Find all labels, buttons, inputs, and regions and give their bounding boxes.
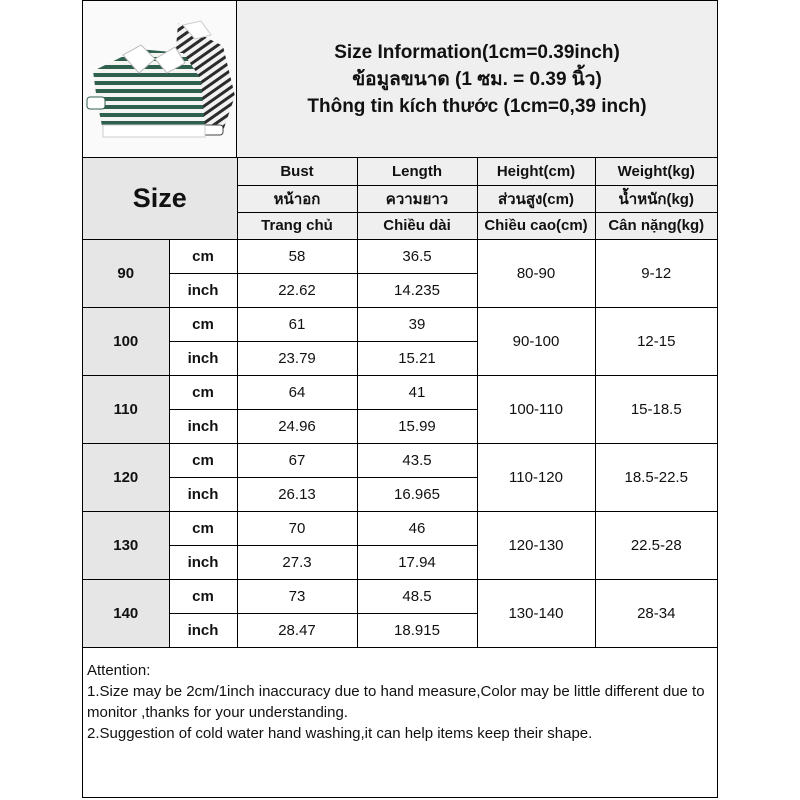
weight-range: 22.5-28	[595, 511, 717, 579]
weight-range: 15-18.5	[595, 375, 717, 443]
unit-inch: inch	[169, 409, 237, 443]
weight-range: 28-34	[595, 579, 717, 647]
size-value: 100	[83, 307, 169, 375]
title-english: Size Information(1cm=0.39inch)	[334, 41, 620, 63]
bust-inch: 26.13	[237, 477, 357, 511]
table-row	[83, 443, 717, 477]
column-header-height: Height(cm)	[477, 158, 595, 185]
length-cm: 48.5	[357, 579, 477, 613]
note-line-2: 2.Suggestion of cold water hand washing,it can help items keep their shape.	[87, 725, 593, 742]
height-range: 110-120	[477, 443, 595, 511]
unit-cm: cm	[169, 579, 237, 613]
length-cm: 39	[357, 307, 477, 341]
chart-header	[83, 1, 717, 158]
bust-inch: 22.62	[237, 273, 357, 307]
size-value: 130	[83, 511, 169, 579]
column-header-height-vi: Chiều cao(cm)	[477, 212, 595, 239]
length-inch: 15.21	[357, 341, 477, 375]
bust-cm: 67	[237, 443, 357, 477]
table-row	[83, 239, 717, 273]
bust-cm: 61	[237, 307, 357, 341]
weight-range: 12-15	[595, 307, 717, 375]
column-header-height-thai: ส่วนสูง(cm)	[477, 185, 595, 212]
weight-range: 18.5-22.5	[595, 443, 717, 511]
bust-cm: 64	[237, 375, 357, 409]
height-range: 120-130	[477, 511, 595, 579]
table-row	[83, 579, 717, 613]
bust-cm: 73	[237, 579, 357, 613]
size-chart	[82, 0, 718, 798]
length-cm: 36.5	[357, 239, 477, 273]
product-photo	[83, 1, 237, 157]
bust-inch: 28.47	[237, 613, 357, 647]
size-value: 140	[83, 579, 169, 647]
size-value: 110	[83, 375, 169, 443]
length-inch: 18.915	[357, 613, 477, 647]
length-cm: 43.5	[357, 443, 477, 477]
unit-cm: cm	[169, 511, 237, 545]
size-info-title	[237, 1, 717, 157]
unit-inch: inch	[169, 273, 237, 307]
unit-cm: cm	[169, 239, 237, 273]
bust-cm: 70	[237, 511, 357, 545]
bust-inch: 24.96	[237, 409, 357, 443]
notes-heading: Attention:	[87, 662, 151, 679]
length-inch: 14.235	[357, 273, 477, 307]
height-range: 130-140	[477, 579, 595, 647]
table-row	[83, 511, 717, 545]
unit-cm: cm	[169, 307, 237, 341]
weight-range: 9-12	[595, 239, 717, 307]
title-vietnamese: Thông tin kích thước (1cm=0,39 inch)	[307, 95, 647, 117]
length-cm: 41	[357, 375, 477, 409]
column-header-weight-vi: Cân nặng(kg)	[595, 212, 717, 239]
length-inch: 16.965	[357, 477, 477, 511]
length-cm: 46	[357, 511, 477, 545]
column-header-length-vi: Chiều dài	[357, 212, 477, 239]
column-header-bust-vi: Trang chủ	[237, 212, 357, 239]
column-header-length: Length	[357, 158, 477, 185]
column-header-bust-thai: หน้าอก	[237, 185, 357, 212]
bust-inch: 23.79	[237, 341, 357, 375]
attention-notes	[83, 660, 717, 744]
table-row	[83, 307, 717, 341]
column-header-length-thai: ความยาว	[357, 185, 477, 212]
unit-inch: inch	[169, 613, 237, 647]
table-row	[83, 375, 717, 409]
unit-inch: inch	[169, 341, 237, 375]
size-value: 90	[83, 239, 169, 307]
unit-cm: cm	[169, 375, 237, 409]
size-value: 120	[83, 443, 169, 511]
unit-inch: inch	[169, 477, 237, 511]
bust-inch: 27.3	[237, 545, 357, 579]
unit-cm: cm	[169, 443, 237, 477]
striped-polo-shirts-icon	[83, 1, 236, 157]
column-header-weight: Weight(kg)	[595, 158, 717, 185]
size-table	[83, 158, 717, 648]
column-header-bust: Bust	[237, 158, 357, 185]
table-header-row	[83, 158, 717, 185]
unit-inch: inch	[169, 545, 237, 579]
height-range: 100-110	[477, 375, 595, 443]
size-column-header: Size	[83, 158, 237, 239]
note-line-1: 1.Size may be 2cm/1inch inaccuracy due to hand measure,Color may be little different due to monitor ,thanks for your understanding.	[87, 683, 705, 721]
length-inch: 15.99	[357, 409, 477, 443]
height-range: 80-90	[477, 239, 595, 307]
height-range: 90-100	[477, 307, 595, 375]
bust-cm: 58	[237, 239, 357, 273]
title-thai: ข้อมูลขนาด (1 ซม. = 0.39 นิ้ว)	[352, 68, 602, 90]
length-inch: 17.94	[357, 545, 477, 579]
column-header-weight-thai: น้ำหนัก(kg)	[595, 185, 717, 212]
